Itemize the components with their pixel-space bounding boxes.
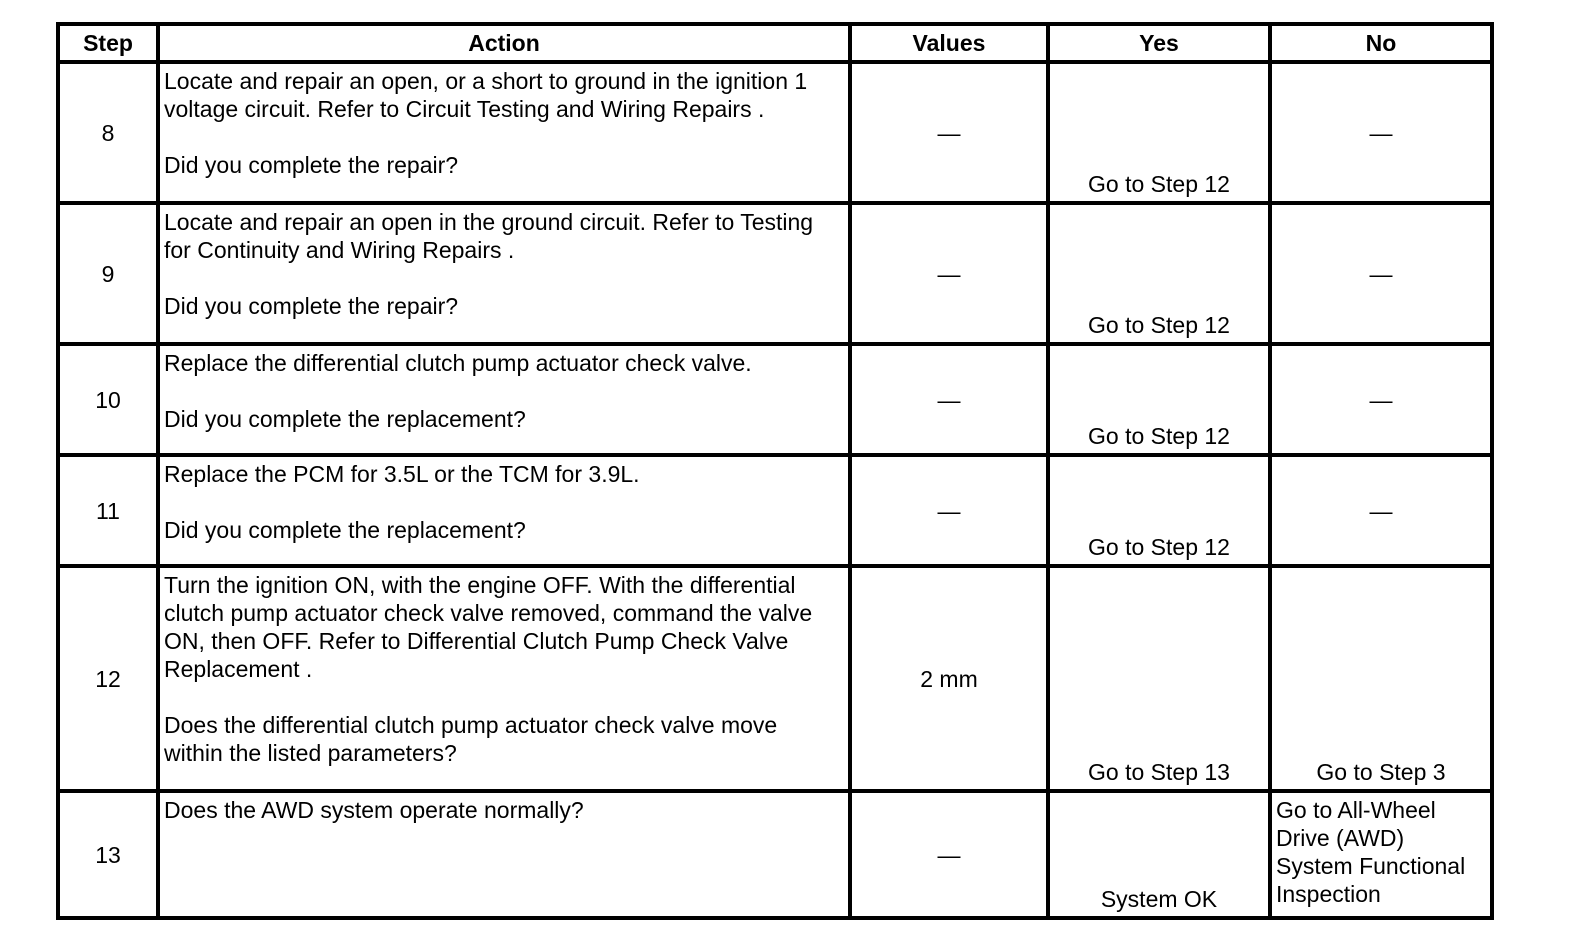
yes-cell: System OK <box>1048 791 1270 918</box>
step-number: 13 <box>58 791 158 918</box>
no-cell: — <box>1270 203 1492 344</box>
action-instruction: Locate and repair an open in the ground circuit. Refer to Testing for Continuity and Wiring Repairs . <box>164 209 814 263</box>
no-cell: Go to All-Wheel Drive (AWD) System Functional Inspection <box>1270 791 1492 918</box>
action-cell <box>158 62 850 203</box>
table-row <box>58 344 1492 455</box>
table-row <box>58 203 1492 344</box>
no-cell: — <box>1270 344 1492 455</box>
step-column-header: Step <box>58 24 158 62</box>
action-question: Does the differential clutch pump actuator check valve move within the listed parameters? <box>164 712 778 766</box>
no-cell: — <box>1270 62 1492 203</box>
step-number: 8 <box>58 62 158 203</box>
action-question: Did you complete the replacement? <box>164 406 526 432</box>
table-row <box>58 62 1492 203</box>
action-instruction: Replace the PCM for 3.5L or the TCM for 3.9L. <box>164 461 640 487</box>
yes-cell: Go to Step 13 <box>1048 566 1270 791</box>
step-number: 10 <box>58 344 158 455</box>
action-instruction: Does the AWD system operate normally? <box>164 797 584 823</box>
yes-column-header: Yes <box>1048 24 1270 62</box>
header-row <box>58 24 1492 62</box>
yes-cell: Go to Step 12 <box>1048 455 1270 566</box>
values-cell: — <box>850 791 1048 918</box>
action-instruction: Turn the ignition ON, with the engine OFF. With the differential clutch pump actuator check valve removed, command the valve ON, then OFF. Refer to Differential Clutch Pump Check Valve Replacement . <box>164 572 813 682</box>
values-column-header: Values <box>850 24 1048 62</box>
action-cell <box>158 455 850 566</box>
values-cell: — <box>850 344 1048 455</box>
action-cell <box>158 791 850 918</box>
no-column-header: No <box>1270 24 1492 62</box>
yes-cell: Go to Step 12 <box>1048 62 1270 203</box>
action-cell <box>158 344 850 455</box>
action-cell <box>158 203 850 344</box>
action-column-header: Action <box>158 24 850 62</box>
yes-cell: Go to Step 12 <box>1048 203 1270 344</box>
action-question: Did you complete the repair? <box>164 293 459 319</box>
diagnostic-steps-table <box>56 22 1494 920</box>
values-cell: — <box>850 203 1048 344</box>
action-instruction: Replace the differential clutch pump actuator check valve. <box>164 350 752 376</box>
no-cell: — <box>1270 455 1492 566</box>
step-number: 12 <box>58 566 158 791</box>
step-number: 11 <box>58 455 158 566</box>
action-instruction: Locate and repair an open, or a short to ground in the ignition 1 voltage circuit. Refer to Circuit Testing and Wiring Repairs . <box>164 68 808 122</box>
step-number: 9 <box>58 203 158 344</box>
yes-cell: Go to Step 12 <box>1048 344 1270 455</box>
no-cell: Go to Step 3 <box>1270 566 1492 791</box>
action-question: Did you complete the repair? <box>164 152 459 178</box>
action-question: Did you complete the replacement? <box>164 517 526 543</box>
table-row <box>58 455 1492 566</box>
values-cell: — <box>850 455 1048 566</box>
values-cell: 2 mm <box>850 566 1048 791</box>
action-cell <box>158 566 850 791</box>
values-cell: — <box>850 62 1048 203</box>
table-row <box>58 566 1492 791</box>
table-row <box>58 791 1492 918</box>
